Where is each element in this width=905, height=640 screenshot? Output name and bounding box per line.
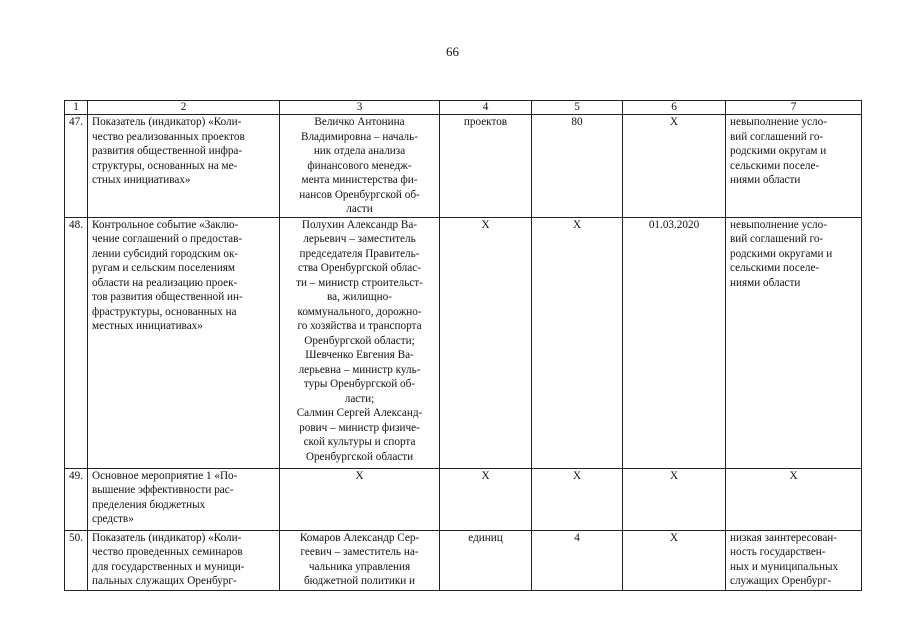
table-row — [65, 115, 862, 218]
row-responsible: Комаров Александр Сер- геевич – заместитель на- чальника управления бюджетной политики и — [280, 530, 440, 590]
table-row — [65, 530, 862, 590]
row-unit: единиц — [440, 530, 532, 590]
row-date: 01.03.2020 — [623, 217, 726, 468]
column-header: 6 — [623, 101, 726, 115]
column-header: 4 — [440, 101, 532, 115]
row-number: 47. — [65, 115, 88, 218]
row-value: Х — [532, 468, 623, 530]
row-date: Х — [623, 115, 726, 218]
row-responsible: Величко Антонина Владимировна – началь- ник отдела анализа финансового менедж- мента министерства фи- нансов Оренбургской об- ласти — [280, 115, 440, 218]
row-responsible: Полухин Александр Ва- лерьевич – заместитель председателя Правитель- ства Оренбургской облас- ти – министр строительст- ва, жилищно- коммунального, дорожно- го хозяйства и транспорта Оренбургской области; Шевченко Евгения Ва- лерьевна – министр куль- туры Оренбургской об- ласти; Салмин Сергей Александ- рович – министр физиче- ской культуры и спорта Оренбургской области — [280, 217, 440, 468]
row-date: Х — [623, 530, 726, 590]
row-number: 48. — [65, 217, 88, 468]
column-header: 7 — [726, 101, 862, 115]
row-risk: Х — [726, 468, 862, 530]
row-name: Показатель (индикатор) «Коли- чество проведенных семинаров для государственных и муници- пальных служащих Оренбург- — [88, 530, 280, 590]
row-name: Основное мероприятие 1 «По- вышение эффективности рас- пределения бюджетных средств» — [88, 468, 280, 530]
row-unit: Х — [440, 217, 532, 468]
row-value: 4 — [532, 530, 623, 590]
table-header-row — [65, 101, 862, 115]
table-row — [65, 468, 862, 530]
row-unit: Х — [440, 468, 532, 530]
row-responsible: Х — [280, 468, 440, 530]
row-number: 49. — [65, 468, 88, 530]
row-date: Х — [623, 468, 726, 530]
row-name: Показатель (индикатор) «Коли- чество реализованных проектов развития общественной инфра- структуры, основанных на ме- стных инициативах» — [88, 115, 280, 218]
column-header: 3 — [280, 101, 440, 115]
row-value: 80 — [532, 115, 623, 218]
row-value: Х — [532, 217, 623, 468]
column-header: 2 — [88, 101, 280, 115]
row-name: Контрольное событие «Заклю- чение соглашений о предостав- лении субсидий городским ок- ругам и сельским поселениям области на реализацию проек- тов развития общественной ин- фраструктуры, основанных на местных инициативах» — [88, 217, 280, 468]
row-unit: проектов — [440, 115, 532, 218]
program-table — [64, 100, 862, 591]
row-number: 50. — [65, 530, 88, 590]
table-row — [65, 217, 862, 468]
row-risk: невыполнение усло- вий соглашений го- родскими округами и сельскими поселе- ниями области — [726, 217, 862, 468]
column-header: 5 — [532, 101, 623, 115]
row-risk: низкая заинтересован- ность государствен- ных и муниципальных служащих Оренбург- — [726, 530, 862, 590]
column-header: 1 — [65, 101, 88, 115]
row-risk: невыполнение усло- вий соглашений го- родскими округам и сельскими поселе- ниями области — [726, 115, 862, 218]
page-number: 66 — [446, 44, 459, 59]
